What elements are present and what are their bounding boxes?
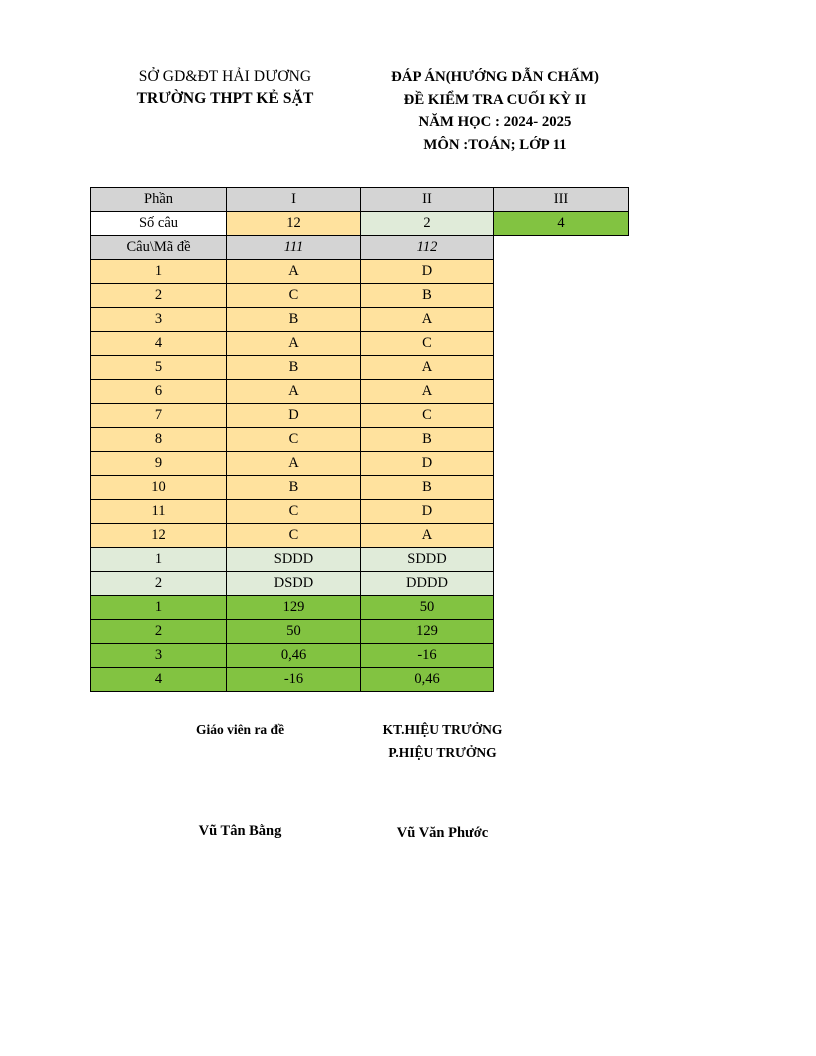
- cell-answer-112: D: [361, 260, 494, 284]
- cell-empty: [494, 380, 629, 404]
- cell-empty: [494, 668, 629, 692]
- department-name: SỞ GD&ĐT HẢI DƯƠNG: [138, 68, 312, 85]
- table-row: [91, 356, 629, 380]
- table-row: [91, 668, 629, 692]
- cell-exam-code-111: 111: [227, 236, 361, 260]
- cell-answer-111: C: [227, 500, 361, 524]
- cell-question-no: 12: [91, 524, 227, 548]
- cell-answer-112: C: [361, 404, 494, 428]
- cell-question-no: 9: [91, 452, 227, 476]
- cell-question-no: 2: [91, 284, 227, 308]
- cell-answer-111: B: [227, 476, 361, 500]
- cell-empty: [494, 452, 629, 476]
- cell-answer-112: A: [361, 356, 494, 380]
- cell-question-no: 3: [91, 644, 227, 668]
- school-name: TRƯỜNG THPT KẺ SẶT: [136, 90, 314, 107]
- cell-question-no: 2: [91, 572, 227, 596]
- cell-answer-112: 50: [361, 596, 494, 620]
- cell-question-no: 8: [91, 428, 227, 452]
- table-row: [91, 644, 629, 668]
- cell-question-no: 5: [91, 356, 227, 380]
- cell-empty: [494, 620, 629, 644]
- exam-name: ĐỀ KIỂM TRA CUỐI KỲ II: [403, 91, 587, 108]
- cell-answer-111: 129: [227, 596, 361, 620]
- cell-empty: [494, 572, 629, 596]
- cell-answer-111: SDDD: [227, 548, 361, 572]
- table-row-exam-code-header: [91, 236, 629, 260]
- cell-part-3: III: [494, 188, 629, 212]
- cell-empty: [494, 308, 629, 332]
- cell-question-no: 3: [91, 308, 227, 332]
- cell-exam-code-112: 112: [361, 236, 494, 260]
- table-row: [91, 284, 629, 308]
- cell-answer-111: C: [227, 428, 361, 452]
- cell-answer-112: B: [361, 428, 494, 452]
- cell-answer-112: B: [361, 476, 494, 500]
- cell-question-no: 11: [91, 500, 227, 524]
- cell-empty: [494, 500, 629, 524]
- cell-empty: [494, 404, 629, 428]
- cell-part-1: I: [227, 188, 361, 212]
- table-row: [91, 428, 629, 452]
- cell-question-no: 4: [91, 668, 227, 692]
- cell-empty: [494, 260, 629, 284]
- cell-answer-111: C: [227, 524, 361, 548]
- cell-answer-112: 129: [361, 620, 494, 644]
- cell-answer-112: B: [361, 284, 494, 308]
- cell-count-3: 4: [494, 212, 629, 236]
- cell-answer-111: -16: [227, 668, 361, 692]
- cell-count-label: Số câu: [91, 212, 227, 236]
- table-row: [91, 404, 629, 428]
- cell-part-2: II: [361, 188, 494, 212]
- answer-key-table: [90, 187, 629, 692]
- table-row: [91, 308, 629, 332]
- cell-answer-112: A: [361, 308, 494, 332]
- cell-answer-111: A: [227, 452, 361, 476]
- table-row: [91, 548, 629, 572]
- cell-answer-112: D: [361, 500, 494, 524]
- cell-answer-111: 0,46: [227, 644, 361, 668]
- cell-question-no: 1: [91, 548, 227, 572]
- cell-empty: [494, 284, 629, 308]
- cell-count-1: 12: [227, 212, 361, 236]
- school-header-block: [100, 66, 350, 110]
- cell-answer-111: C: [227, 284, 361, 308]
- cell-answer-112: DDDD: [361, 572, 494, 596]
- school-year: NĂM HỌC : 2024- 2025: [418, 114, 572, 130]
- cell-answer-112: SDDD: [361, 548, 494, 572]
- principal-role-label-line2: P.HIỆU TRƯỞNG: [388, 745, 497, 760]
- signature-left-title-block: [155, 718, 325, 741]
- cell-empty: [494, 428, 629, 452]
- cell-question-no: 10: [91, 476, 227, 500]
- table-row: [91, 500, 629, 524]
- cell-code-label: Câu\Mã đề: [91, 236, 227, 260]
- cell-question-no: 2: [91, 620, 227, 644]
- cell-answer-112: C: [361, 332, 494, 356]
- table-row: [91, 572, 629, 596]
- cell-answer-111: A: [227, 380, 361, 404]
- document-header: [0, 66, 816, 176]
- signature-right-title-block: [345, 718, 540, 764]
- cell-answer-112: A: [361, 380, 494, 404]
- principal-name: Vũ Văn Phước: [396, 825, 489, 841]
- table-row: [91, 524, 629, 548]
- cell-answer-111: 50: [227, 620, 361, 644]
- exam-title-block: [355, 66, 635, 156]
- signature-block: [0, 718, 816, 878]
- table-row: [91, 452, 629, 476]
- cell-answer-112: A: [361, 524, 494, 548]
- cell-question-no: 1: [91, 260, 227, 284]
- table-row-part-header: [91, 188, 629, 212]
- subject-and-grade: MÔN :TOÁN; LỚP 11: [423, 136, 567, 153]
- cell-part-label: Phần: [91, 188, 227, 212]
- table-row: [91, 596, 629, 620]
- cell-empty: [494, 644, 629, 668]
- cell-count-2: 2: [361, 212, 494, 236]
- cell-empty: [494, 596, 629, 620]
- table-row: [91, 620, 629, 644]
- cell-answer-111: A: [227, 260, 361, 284]
- cell-question-no: 1: [91, 596, 227, 620]
- cell-answer-111: B: [227, 356, 361, 380]
- cell-answer-112: D: [361, 452, 494, 476]
- teacher-role-label: Giáo viên ra đề: [195, 722, 285, 737]
- cell-question-no: 7: [91, 404, 227, 428]
- cell-empty: [494, 356, 629, 380]
- table-row: [91, 380, 629, 404]
- table-row-question-count: [91, 212, 629, 236]
- cell-question-no: 6: [91, 380, 227, 404]
- table-row: [91, 332, 629, 356]
- cell-answer-111: B: [227, 308, 361, 332]
- cell-answer-111: D: [227, 404, 361, 428]
- table-row: [91, 260, 629, 284]
- table-row: [91, 476, 629, 500]
- cell-empty: [494, 332, 629, 356]
- cell-question-no: 4: [91, 332, 227, 356]
- cell-empty: [494, 524, 629, 548]
- principal-role-label-line1: KT.HIỆU TRƯỞNG: [382, 722, 503, 737]
- cell-answer-111: DSDD: [227, 572, 361, 596]
- cell-answer-112: -16: [361, 644, 494, 668]
- cell-empty: [494, 476, 629, 500]
- cell-answer-111: A: [227, 332, 361, 356]
- cell-answer-112: 0,46: [361, 668, 494, 692]
- cell-empty: [494, 548, 629, 572]
- cell-code-empty: [494, 236, 629, 260]
- teacher-name: Vũ Tân Bằng: [198, 823, 282, 839]
- answer-key-title: ĐÁP ÁN(HƯỚNG DẪN CHẤM): [391, 69, 599, 85]
